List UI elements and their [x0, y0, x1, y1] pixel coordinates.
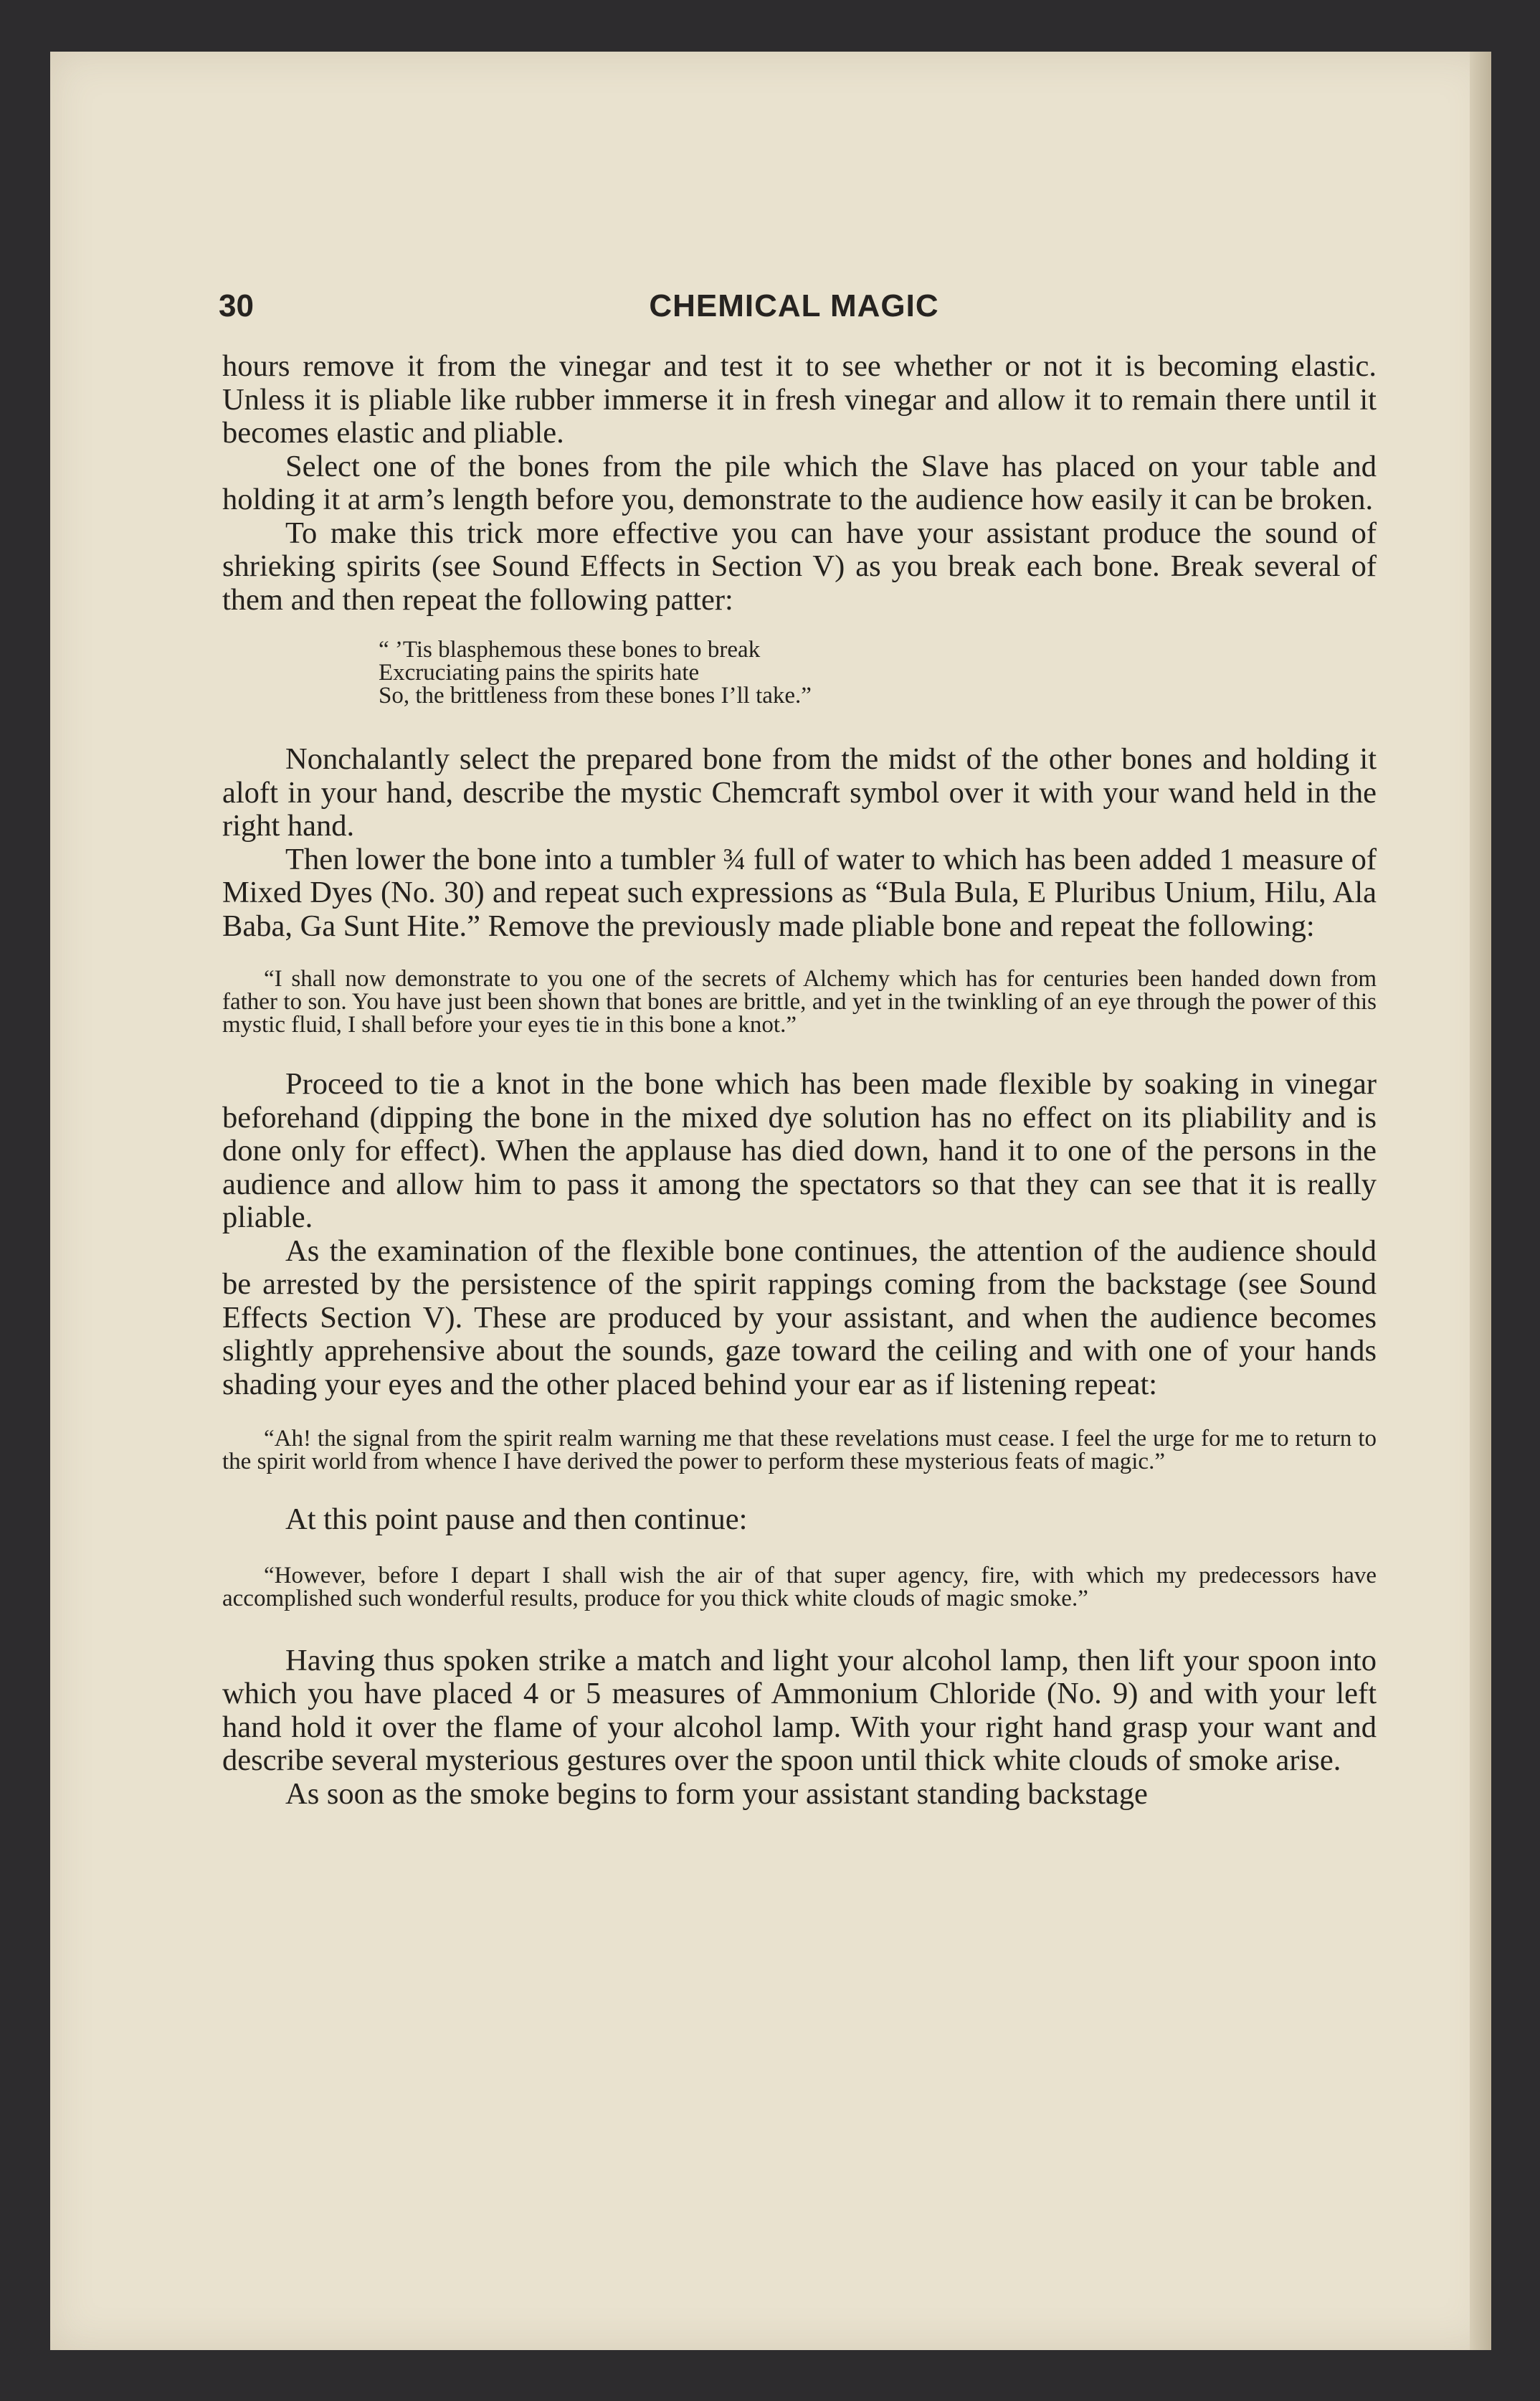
paragraph-5: Then lower the bone into a tumbler ¾ full of water to which has been added 1 measure of Mixed Dyes (No. 30) and repeat such expressions as “Bula Bula, E Pluribus Unium, Hilu, Ala Baba, Ga Sunt Hite.” Remove the previously made pliable bone and repeat the following: — [222, 842, 1377, 943]
paragraph-9: Having thus spoken strike a match and light your alcohol lamp, then lift your spoon into which you have placed 4 or 5 measures of Ammonium Chloride (No. 9) and with your left hand hold it over the flame of your alcohol lamp. With your right hand grasp your want and describe several mysterious gestures over the spoon until thick white clouds of smoke arise. — [222, 1643, 1377, 1777]
running-title: CHEMICAL MAGIC — [649, 288, 939, 323]
verse-line: “ ’Tis blasphemous these bones to break — [379, 637, 761, 663]
quote-3: “However, before I depart I shall wish the air of that super agency, fire, with which my predecessors have accomplished such wonderful results, produce for you thick white clouds of magic smoke.” — [222, 1562, 1377, 1611]
paragraph-3: To make this trick more effective you can have your assistant produce the sound of shrieking spirits (see Sound Effects in Section V) as you break each bone. Break several of them and then repeat the following patter: — [222, 516, 1377, 617]
paragraph-8: At this point pause and then continue: — [285, 1502, 748, 1536]
paragraph-6: Proceed to tie a knot in the bone which has been made flexible by soaking in vinegar beforehand (dipping the bone in the mixed dye solution has no effect on its pliability and is done only for effect). When the applause has died down, hand it to one of the persons in the audience and allow him to pass it among the spectators so that they can see that it is really pliable. — [222, 1067, 1377, 1234]
paragraph-1: hours remove it from the vinegar and test it to see whether or not it is becoming elastic. Unless it is pliable like rubber immerse it in fresh vinegar and allow it to remain there until it becomes elastic and pliable. — [222, 349, 1377, 450]
body-text — [222, 350, 1377, 1811]
verse-line: Excruciating pains the spirits hate — [379, 660, 700, 686]
paragraph-4: Nonchalantly select the prepared bone from the midst of the other bones and holding it aloft in your hand, describe the mystic Chemcraft symbol over it with your wand held in the right hand. — [222, 742, 1377, 843]
quote-2: “Ah! the signal from the spirit realm warning me that these revelations must cease. I feel the urge for me to return to the spirit world from whence I have derived the power to perform these mysterious feats of magic.” — [222, 1426, 1377, 1474]
paragraph-7: As the examination of the flexible bone continues, the attention of the audience should be arrested by the persistence of the spirit rappings coming from the backstage (see Sound Effects Section V). These are produced by your assistant, and when the audience becomes slightly apprehensive about the sounds, gaze toward the ceiling and with one of your hands shading your eyes and the other placed behind your ear as if listening repeat: — [222, 1233, 1377, 1401]
page-header — [219, 288, 1369, 338]
page-number: 30 — [219, 288, 254, 323]
verse-line: So, the brittleness from these bones I’ll take.” — [379, 683, 812, 709]
book-spine — [1470, 52, 1491, 2350]
paragraph-10: As soon as the smoke begins to form your assistant standing backstage — [285, 1776, 1148, 1811]
patter-verse — [222, 638, 1377, 707]
quote-1: “I shall now demonstrate to you one of the secrets of Alchemy which has for centuries been handed down from father to son. You have just been shown that bones are brittle, and yet in the twinkling of an eye through the power of this mystic fluid, I shall before your eyes tie in this bone a knot.” — [222, 966, 1377, 1038]
paragraph-2: Select one of the bones from the pile which the Slave has placed on your table and holding it at arm’s length before you, demonstrate to the audience how easily it can be broken. — [222, 449, 1377, 516]
